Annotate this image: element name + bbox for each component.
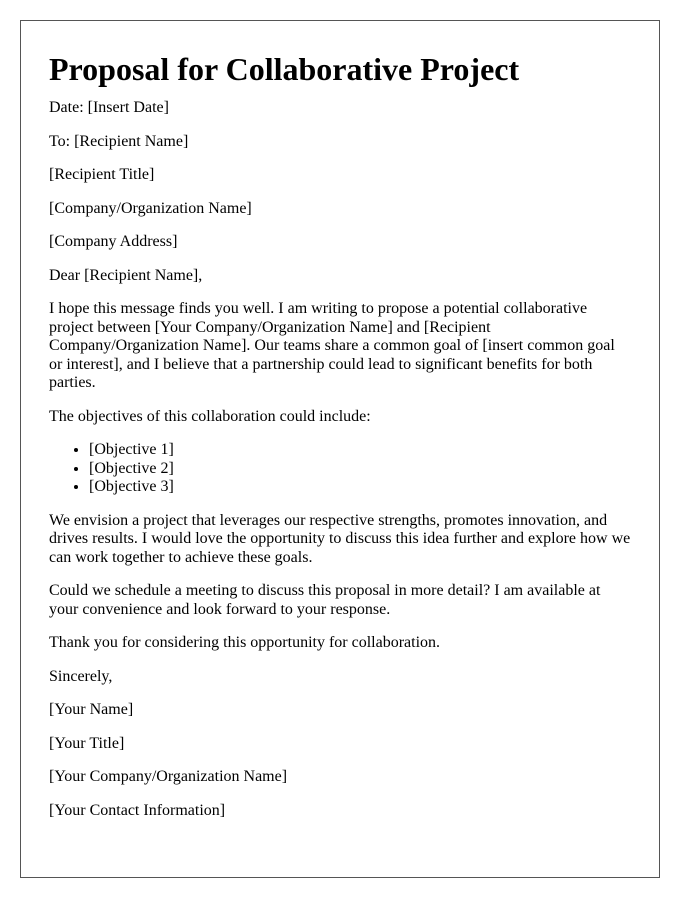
vision-paragraph: We envision a project that leverages our respective strengths, promotes innovation, and drives results. I would love the opportunity to discuss this idea further and explore how we can work together to achieve these goals. [49,511,631,566]
sender-name: [Your Name] [49,701,134,718]
closing: Sincerely, [49,667,113,685]
list-item: • [Objective 3] [89,478,631,497]
recipient-company-line: [Company/Organization Name] [49,199,252,217]
date-line: Date: [Insert Date] [49,99,169,116]
recipient-address-line: [Company Address] [49,233,178,250]
sender-contact: [Your Contact Information] [49,801,226,819]
letter-document [20,20,660,878]
list-item: • [Objective 2] [89,460,631,479]
objectives-intro: The objectives of this collaboration could include: [49,407,371,425]
letter-title: Proposal for Collaborative Project [49,51,520,87]
sender-title: [Your Title] [49,734,125,752]
objectives-list [49,441,631,497]
thanks-paragraph: Thank you for considering this opportunity for collaboration. [49,634,441,651]
intro-paragraph: I hope this message finds you well. I am writing to propose a potential collaborative project between [Your Company/Organization Name] and [Recipient Company/Organization Name]. Our teams share a common goal of [insert common goal or interest], and I believe that a partnership could lead to significant benefits for both parties. [49,300,615,391]
recipient-title-line: [Recipient Title] [49,166,155,183]
sender-company: [Your Company/Organization Name] [49,768,288,785]
recipient-name-line: To: [Recipient Name] [49,132,189,150]
meeting-paragraph: Could we schedule a meeting to discuss this proposal in more detail? I am available at your convenience and look forward to your response. [49,582,601,618]
list-item: • [Objective 1] [89,441,631,460]
salutation: Dear [Recipient Name], [49,266,203,284]
